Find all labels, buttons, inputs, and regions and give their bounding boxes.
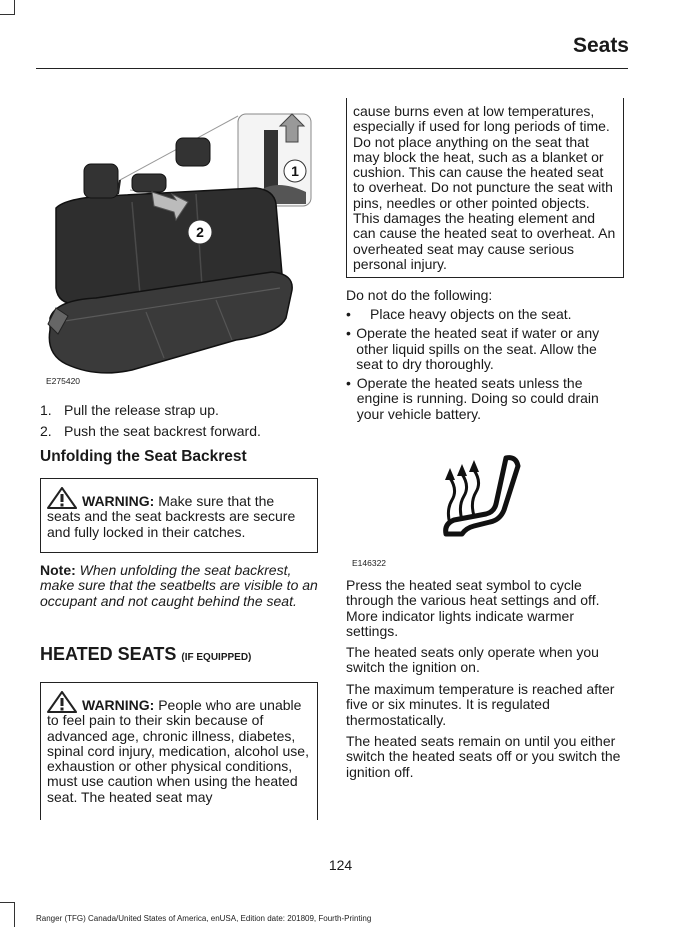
heated-seat-symbol-icon	[440, 454, 524, 540]
donot-list	[346, 307, 626, 426]
crop-mark-top	[0, 0, 15, 15]
heated-seats-heading: HEATED SEATS (IF EQUIPPED)	[40, 644, 252, 664]
list-item: 2. Push the seat backrest forward.	[40, 423, 261, 439]
list-item: 1. Pull the release strap up.	[40, 402, 219, 418]
fold-steps-list	[40, 400, 320, 442]
heated-warning-box-part1: WARNING: People who are unable to feel pain to their skin because of advanced age, chronic illness, diabetes, spinal cord injury, medication, alcohol use, exhaustion or other physical conditions, must use caution when using the heated seat. The heated seat may	[40, 682, 318, 820]
list-item: • Operate the heated seats unless the engine is running. Doing so could drain your vehicle battery.	[346, 375, 599, 422]
heated-paragraph-3: The maximum temperature is reached after five or six minutes. It is regulated thermostatically.	[346, 681, 615, 728]
heated-warning-box-part2: cause burns even at low temperatures, especially if used for long periods of time. Do not place anything on the seat that may block the heat, such as a blanket or cushion. This can cause the heated seat to overheat. Do not puncture the seat with pins, needles or other pointed objects. This damages the heating element and can cause the heated seat to overheat. An overheated seat may cause serious personal injury.	[346, 98, 624, 278]
callout-1: 1	[291, 163, 299, 179]
heated-paragraph-2: The heated seats only operate when you switch the ignition on.	[346, 644, 599, 676]
edition-footer: Ranger (TFG) Canada/United States of America, enUSA, Edition date: 201809, Fourth-Printing	[36, 914, 372, 923]
page-title: Seats	[572, 34, 629, 57]
figure-code: E146322	[352, 558, 387, 568]
warning-triangle-icon	[47, 487, 77, 509]
callout-2: 2	[196, 224, 204, 240]
unfold-note: Note: When unfolding the seat backrest, make sure that the seatbelts are visible to an occupant and not caught behind the seat.	[40, 562, 318, 609]
donot-intro: Do not do the following:	[346, 287, 493, 303]
heated-paragraph-1: Press the heated seat symbol to cycle through the various heat settings and off. More indicator lights indicate warmer settings.	[346, 577, 600, 639]
figure-code: E275420	[46, 376, 81, 386]
unfold-warning-box: WARNING: Make sure that the seats and the seat backrests are secure and fully locked in their catches.	[40, 478, 318, 553]
rear-seat-illustration	[36, 108, 312, 384]
heated-paragraph-4: The heated seats remain on until you either switch the heated seats off or you switch the ignition off.	[346, 733, 621, 780]
warning-triangle-icon	[47, 691, 77, 713]
unfolding-heading: Unfolding the Seat Backrest	[40, 448, 247, 465]
page-number: 124	[328, 857, 353, 873]
list-item: • Place heavy objects on the seat.	[346, 306, 572, 322]
header-divider	[36, 68, 628, 69]
list-item: • Operate the heated seat if water or any other liquid spills on the seat. Allow the seat to dry thoroughly.	[346, 325, 600, 372]
crop-mark-bottom	[0, 902, 15, 927]
